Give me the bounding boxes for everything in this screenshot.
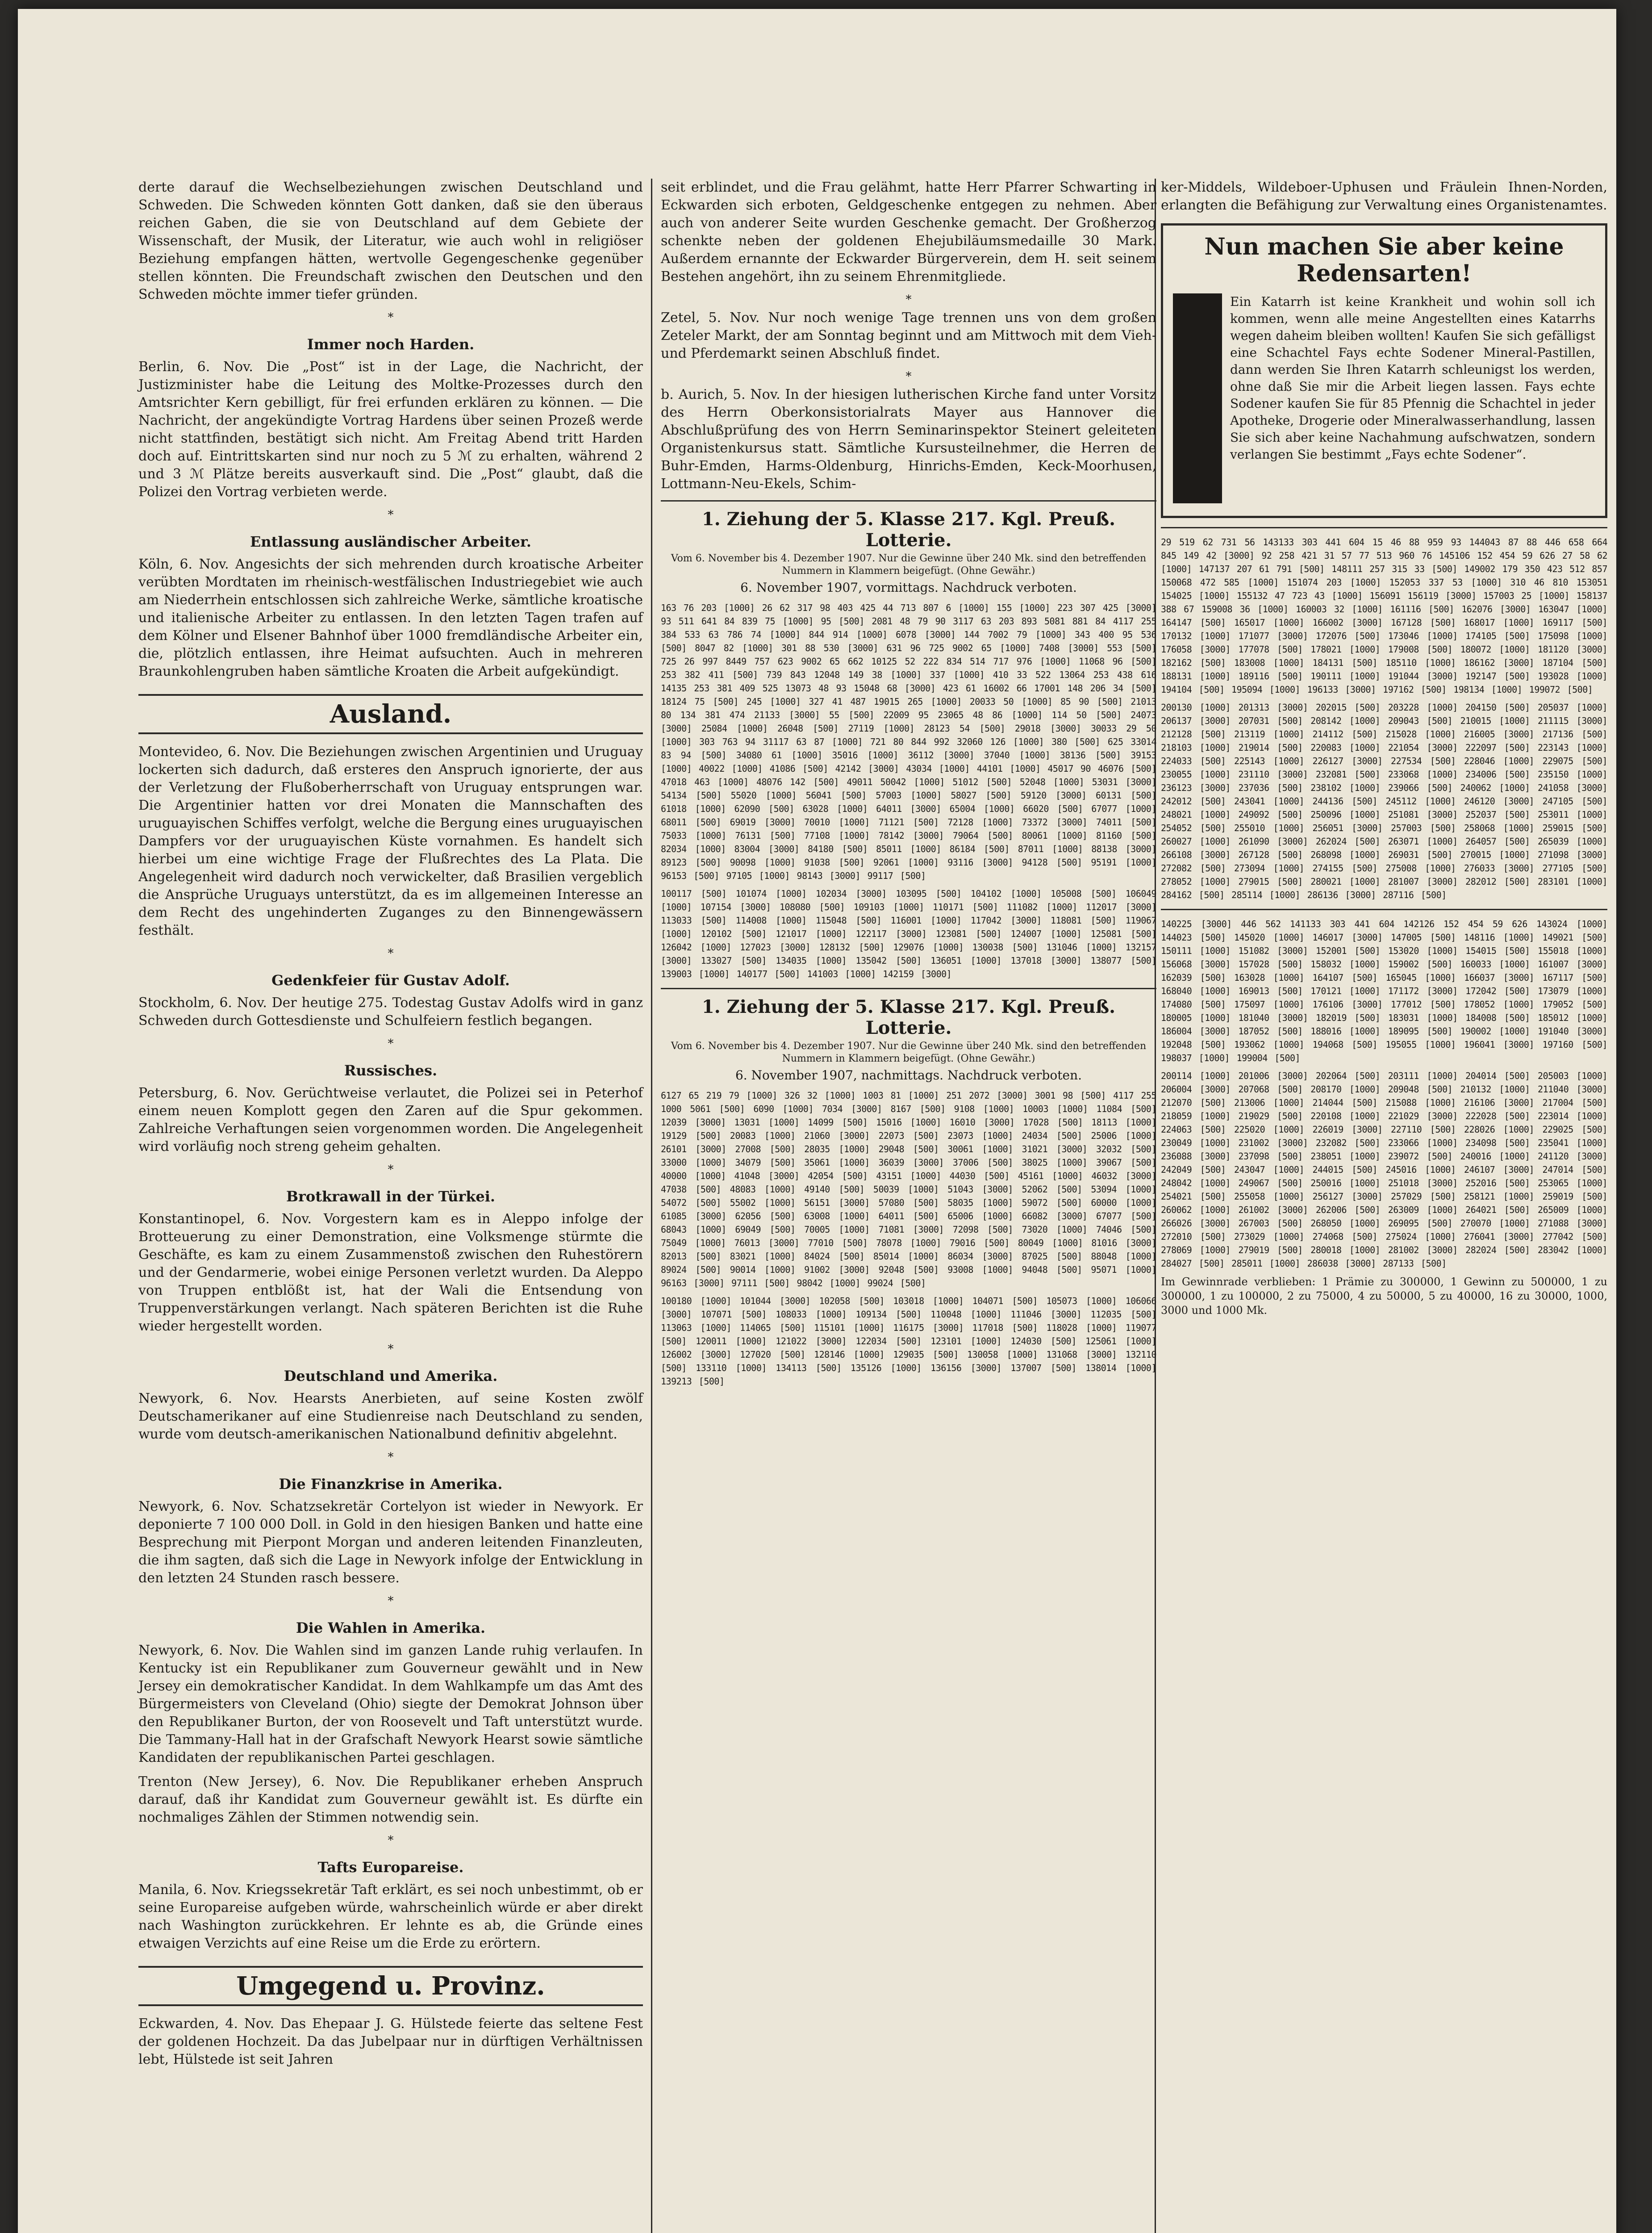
lottery-numbers: 100117 [500] 101074 [1000] 102034 [3000] 103095 [500] 104102 [1000] 105008 [500] 106049 [1000] 107154 [3000] 108080 [500] 109103 [1000] 110171 [500] 111082 [1000] 112017 [3000] 113033 [500] 114008 [1000] 115048 [500] 116001 [1000] 117042 [3000] 118081 [500] 119067 [1000] 120102 [500] 121017 [1000] 122117 [3000] 123081 [500] 124007 [1000] 125081 [500] 126042 [1000] 127023 [3000] 128132 [500] 129076 [1000] 130038 [500] 131046 [1000] 132157 [3000] 133027 [500] 134035 [1000] 135042 [500] 136051 [1000] 137018 [3000] 138077 [500] 139003 [1000] 140177 [500] 141003 [1000] 142159 [3000] xyxy=(661,888,1156,979)
article-text: Trenton (New Jersey), 6. Nov. Die Republikaner erheben Anspruch darauf, daß ihr Kandidat zum Gouverneur gewählt ist. Es dürfte ein nochmaliges Zählen der Stimmen notwendig sein. xyxy=(138,1774,643,1825)
separator-star: * xyxy=(388,1834,394,1847)
lottery-numbers: 163 76 203 [1000] 26 62 317 98 403 425 44 713 807 6 [1000] 155 [1000] 223 307 425 [3000] 93 511 641 84 839 75 [1000] 95 [500] 2081 48 79 90 3117 63 203 893 5081 881 84 4117 255 384 533 63 786 74 [1000] 844 914 [1000] 6078 [3000] 144 7002 79 [1000] 343 400 95 536 [500] 8047 82 [1000] 301 88 530 [3000] 631 96 725 9002 65 [1000] 7408 [3000] 553 [500] 725 26 997 8449 757 623 9002 65 662 10125 52 222 834 514 717 976 [1000] 11068 96 [500] 253 382 411 [500] 739 843 12048 149 38 [1000] 337 [1000] 410 33 522 13064 253 438 616 14135 253 381 409 525 13073 48 93 15048 68 [3000] 423 61 16002 66 17001 148 206 34 [500] 18124 75 [500] 245 [1000] 327 41 487 19015 265 [1000] 20033 50 [1000] 85 90 [500] 21013 80 134 381 474 21133 [3000] 55 [500] 22009 95 23065 48 86 [1000] 114 50 [500] 24073 [3000] 25084 [1000] 26048 [500] 27119 [1000] 28123 54 [500] 29018 [3000] 30033 29 50 [1000] 303 763 94 31117 63 87 [1000] 721 80 844 992 32060 126 [1000] 380 [500] 625 33014 83 94 [500] 34080 61 [1000] 35016 [1000] 36112 [3000] 37040 [1000] 38136 [500] 39153 [1000] 40022 [1000] 41086 [500] 42142 [3000] 43034 [1000] 44101 [1000] 45017 90 46076 [500] 47018 463 [1000] 48076 142 [500] 49011 50042 [1000] 51012 [500] 52048 [1000] 53031 [3000] 54134 [500] 55020 [1000] 56041 [500] 57003 [1000] 58027 [500] 59120 [3000] 60131 [500] 61018 [1000] 62090 [500] 63028 [1000] 64011 [3000] 65004 [1000] 66020 [500] 67077 [1000] 68011 [500] 69019 [3000] 70010 [1000] 71121 [500] 72128 [1000] 73372 [3000] 74011 [500] 75033 [1000] 76131 [500] 77108 [1000] 78142 [3000] 79064 [500] 80061 [1000] 81160 [500] 82034 [1000] 83004 [3000] 84180 [500] 85011 [1000] 86184 [500] 87011 [1000] 88138 [3000] 89123 [500] 90098 [1000] 91038 [500] 92061 [1000] 93116 [3000] 94128 [500] 95191 [1000] 96153 [500] 97105 [1000] 98143 [3000] 99117 [500] xyxy=(661,602,1156,881)
section-heading-umgegend: Umgegend u. Provinz. xyxy=(138,1966,643,2006)
lottery-remaining-note: Im Gewinnrade verblieben: 1 Prämie zu 300000, 1 Gewinn zu 500000, 1 zu 300000, 1 zu 100000, 2 zu 75000, 4 zu 50000, 5 zu 40000, 16 zu 30000, 1000, 3000 und 1000 Mk. xyxy=(1161,1275,1607,1317)
article-heading: Deutschland und Amerika. xyxy=(284,1367,498,1384)
article-text: Berlin, 6. Nov. Die „Post“ ist in der Lage, die Nachricht, der Justizminister habe die Leitung des Moltke-Prozesses durch den Amtsrichter Kern gebilligt, für frei erfunden erklären zu können. — Die Nachricht, der angekündigte Vortrag Hardens über seinen Prozeß werde nicht stattfinden, bestätigt sich nicht. Am Freitag Abend tritt Harden doch auf. Eintrittskarten sind nur noch zu 5 ℳ zu erhalten, während 2 und 3 ℳ Plätze bereits ausverkauft sind. Die „Post“ glaubt, daß die Polizei den Vortrag verbieten werde. xyxy=(138,359,643,500)
article-heading: Tafts Europareise. xyxy=(317,1859,464,1876)
column-rule-1 xyxy=(651,179,652,2233)
section-heading-ausland: Ausland. xyxy=(138,694,643,734)
separator-star: * xyxy=(388,1342,394,1356)
ad-text: Ein Katarrh ist keine Krankheit und wohin soll ich kommen, wenn alle meine Angestellten eines Katarrhs wegen daheim bleiben wollten! Kaufen Sie sich gefälligst eine Schachtel Fays echte Sodener Mineral-Pastillen, dann werden Sie Ihren Katarrh schleunigst los werden, ohne daß Sie mir die Arbeit liegen lassen. Fays echte Sodener kaufen Sie für 85 Pfennig die Schachtel in jeder Apotheke, Drogerie oder Mineralwasserhandlung, lassen Sie sich aber keine Nachahmung aufschwatzen, sondern verlangen Sie bestimmt „Fays echte Sodener“. xyxy=(1230,294,1595,462)
article-heading: Immer noch Harden. xyxy=(307,336,475,353)
column-1 xyxy=(138,179,643,2075)
article-text: Manila, 6. Nov. Kriegssekretär Taft erklärt, es sei noch unbestimmt, ob er seine Europareise aufgeben würde, wahrscheinlich würde er aber direkt nach Washington zurückkehren. Er lehnte es ab, die Gründe eines etwaigen Verzichts auf eine Reise um die Erde zu erörtern. xyxy=(138,1882,643,1951)
separator-star: * xyxy=(388,1594,394,1608)
lottery-subtitle: Vom 6. November bis 4. Dezember 1907. Nur die Gewinne über 240 Mk. sind den betreffenden Nummern in Klammern beigefügt. (Ohne Gewähr.) xyxy=(671,1041,1147,1064)
separator-star: * xyxy=(388,508,394,522)
lottery-numbers: 140225 [3000] 446 562 141133 303 441 604 142126 152 454 59 626 143024 [1000] 144023 [500] 145020 [1000] 146017 [3000] 147005 [500] 148116 [1000] 149021 [500] 150111 [1000] 151082 [3000] 152001 [500] 153020 [1000] 154015 [500] 155018 [1000] 156068 [3000] 157028 [500] 158032 [1000] 159002 [500] 160033 [1000] 161007 [3000] 162039 [500] 163028 [1000] 164107 [500] 165045 [1000] 166037 [3000] 167117 [500] 168040 [1000] 169013 [500] 170121 [1000] 171172 [3000] 172042 [500] 173079 [1000] 174080 [500] 175097 [1000] 176106 [3000] 177012 [500] 178052 [1000] 179052 [500] 180005 [1000] 181040 [3000] 182019 [500] 183031 [1000] 184008 [500] 185012 [1000] 186004 [3000] 187052 [500] 188016 [1000] 189095 [500] 190002 [1000] 191040 [3000] 192048 [500] 193062 [1000] 194068 [500] 195055 [1000] 196041 [3000] 197160 [500] 198037 [1000] 199004 [500] xyxy=(1161,919,1607,1063)
article-text: ker-Middels, Wildeboer-Uphusen und Fräulein Ihnen-Norden, erlangten die Befähigung zur Verwaltung eines Organistenamtes. xyxy=(1161,180,1607,213)
separator-star: * xyxy=(905,293,912,306)
lottery-subtitle: Vom 6. November bis 4. Dezember 1907. Nur die Gewinne über 240 Mk. sind den betreffenden Nummern in Klammern beigefügt. (Ohne Gewähr.) xyxy=(671,553,1147,577)
lottery-title: 1. Ziehung der 5. Klasse 217. Kgl. Preuß. Lotterie. xyxy=(701,509,1116,551)
article-text: Stockholm, 6. Nov. Der heutige 275. Todestag Gustav Adolfs wird in ganz Schweden durch Gottesdienste und Schulfeiern festlich begangen. xyxy=(138,995,643,1029)
separator-star: * xyxy=(388,1163,394,1176)
article-text: Köln, 6. Nov. Angesichts der sich mehrenden durch kroatische Arbeiter verübten Mordtaten im rheinisch-westfälischen Industriegebiet wie auch am Niederrhein entschlossen sich zahlreiche Werke, sämtliche kroatische und italienische Arbeiter zu entlassen. In den letzten Tagen trafen auf dem Kölner und Elsener Bahnhof über 1000 fremdländische Arbeiter ein, die, plötzlich entlassen, ihre Heimat aufsuchten. Auch in mehreren Braunkohlengruben haben sämtliche Kroaten die Arbeit aufgekündigt. xyxy=(138,556,643,679)
divider xyxy=(661,500,1156,502)
divider xyxy=(661,988,1156,989)
newspaper-page xyxy=(18,9,1616,2233)
article-heading: Gedenkfeier für Gustav Adolf. xyxy=(271,972,510,989)
article-heading: Brotkrawall in der Türkei. xyxy=(286,1188,496,1205)
article-text: Montevideo, 6. Nov. Die Beziehungen zwischen Argentinien und Uruguay lockerten sich dadurch, daß ersteres den Anspruch ignorierte, der aus der Verletzung der Flußoberherrschaft von Uruguay entsprungen war. Die Argentinier hatten vor drei Monaten die Mannschaften des uruguayischen Schiffes verfolgt, welche die Bergung eines uruguayischen Dampfers vor der uruguayischen Küste vornahmen. Es handelt sich hierbei um eine wichtige Frage der Flußrechtes des La Plata. Die Angelegenheit wird dadurch noch verwickelter, daß Brasilien vergeblich die Ansprüche Uruguays unterstützt, da es im allgemeinen Interesse an dem Recht des ungehinderten Zuganges zu den Binnengewässern festhält. xyxy=(138,744,643,938)
article-heading: Die Wahlen in Amerika. xyxy=(296,1619,486,1636)
advertisement xyxy=(1161,223,1607,518)
article-heading: Entlassung ausländischer Arbeiter. xyxy=(250,533,531,550)
lottery-numbers: 6127 65 219 79 [1000] 326 32 [1000] 1003 81 [1000] 251 2072 [3000] 3001 98 [500] 4117 255 1000 5061 [500] 6090 [1000] 7034 [3000] 8167 [500] 9108 [1000] 10003 [1000] 11084 [500] 12039 [3000] 13031 [1000] 14099 [500] 15016 [1000] 16010 [3000] 17028 [500] 18113 [1000] 19129 [500] 20083 [1000] 21060 [3000] 22073 [500] 23073 [1000] 24034 [500] 25006 [1000] 26101 [3000] 27008 [500] 28035 [1000] 29048 [500] 30061 [1000] 31021 [3000] 32032 [500] 33000 [1000] 34079 [500] 35061 [1000] 36039 [3000] 37006 [500] 38025 [1000] 39067 [500] 40000 [1000] 41048 [3000] 42054 [500] 43151 [1000] 44030 [500] 45161 [1000] 46032 [3000] 47038 [500] 48083 [1000] 49140 [500] 50039 [1000] 51043 [3000] 52062 [500] 53094 [1000] 54072 [500] 55002 [1000] 56151 [3000] 57080 [500] 58035 [1000] 59072 [500] 60000 [1000] 61085 [3000] 62056 [500] 63008 [1000] 64011 [500] 65006 [1000] 66082 [3000] 67077 [500] 68043 [1000] 69049 [500] 70005 [1000] 71081 [3000] 72098 [500] 73020 [1000] 74046 [500] 75049 [1000] 76013 [3000] 77010 [500] 78078 [1000] 79016 [500] 80049 [1000] 81016 [3000] 82013 [500] 83021 [1000] 84024 [500] 85014 [1000] 86034 [3000] 87025 [500] 88048 [1000] 89024 [500] 90014 [1000] 91002 [3000] 92048 [500] 93008 [1000] 94048 [500] 95071 [1000] 96163 [3000] 97111 [500] 98042 [1000] 99024 [500] xyxy=(661,1090,1156,1288)
ad-headline: Nun machen Sie aber keine Redensarten! xyxy=(1204,233,1564,287)
lottery-date: 6. November 1907, nachmittags. Nachdruck verboten. xyxy=(735,1068,1082,1083)
lottery-numbers: 200130 [1000] 201313 [3000] 202015 [500] 203228 [1000] 204150 [500] 205037 [1000] 206137 [3000] 207031 [500] 208142 [1000] 209043 [500] 210015 [1000] 211115 [3000] 212128 [500] 213119 [1000] 214112 [500] 215028 [1000] 216005 [3000] 217136 [500] 218103 [1000] 219014 [500] 220083 [1000] 221054 [3000] 222097 [500] 223143 [1000] 224033 [500] 225143 [1000] 226127 [3000] 227534 [500] 228046 [1000] 229075 [500] 230055 [1000] 231110 [3000] 232081 [500] 233068 [1000] 234006 [500] 235150 [1000] 236123 [3000] 237036 [500] 238102 [1000] 239066 [500] 240062 [1000] 241058 [3000] 242012 [500] 243041 [1000] 244136 [500] 245112 [1000] 246120 [3000] 247105 [500] 248021 [1000] 249092 [500] 250096 [1000] 251081 [3000] 252037 [500] 253011 [1000] 254052 [500] 255010 [1000] 256051 [3000] 257003 [500] 258068 [1000] 259015 [500] 260027 [1000] 261090 [3000] 262024 [500] 263071 [1000] 264057 [500] 265039 [1000] 266108 [3000] 267128 [500] 268098 [1000] 269031 [500] 270015 [1000] 271098 [3000] 272082 [500] 273094 [1000] 274155 [500] 275008 [1000] 276033 [3000] 277105 [500] 278052 [1000] 279015 [500] 280021 [1000] 281007 [3000] 282012 [500] 283101 [1000] 284162 [500] 285114 [1000] 286136 [3000] 287116 [500] xyxy=(1161,702,1607,900)
article-text: Newyork, 6. Nov. Die Wahlen sind im ganzen Lande ruhig verlaufen. In Kentucky ist ein Republikaner zum Gouverneur gewählt und in New Jersey ein demokratischer Kandidat. In dem Wahlkampfe um das Amt des Bürgermeisters von Cleveland (Ohio) siegte der Demokrat Johnson über den Republikaner Burton, der von Roosevelt und Taft unterstützt wurde. Die Tammany-Hall hat in der Grafschaft Newyork Hearst sowie sämtliche Kandidaten der republikanischen Partei geschlagen. xyxy=(138,1643,643,1765)
article-text: b. Aurich, 5. Nov. In der hiesigen lutherischen Kirche fand unter Vorsitz des Herrn Oberkonsistorialrats Mayer aus Hannover die Abschlußprüfung des von Herrn Seminarinspektor Steinert geleiteten Organistenkursus statt. Sämtliche Kursusteilnehmer, die Herren de Buhr-Emden, Harms-Oldenburg, Hinrichs-Emden, Keck-Moorhusen, Lottmann-Neu-Ekels, Schim- xyxy=(661,387,1156,492)
column-2 xyxy=(661,179,1156,1392)
lottery-date: 6. November 1907, vormittags. Nachdruck verboten. xyxy=(740,580,1077,595)
article-text: Petersburg, 6. Nov. Gerüchtweise verlautet, die Polizei sei in Peterhof einem neuen Komplott gegen den Zaren auf die Spur gekommen. Zahlreiche Verhaftungen seien vorgenommen worden. Die Angelegenheit wird vorläufig noch streng geheim gehalten. xyxy=(138,1085,643,1154)
article-text: Eckwarden, 4. Nov. Das Ehepaar J. G. Hülstede feierte das seltene Fest der goldenen Hochzeit. Da das Jubelpaar nur in dürftigen Verhältnissen lebt, Hülstede ist seit Jahren xyxy=(138,2016,643,2067)
article-text: Newyork, 6. Nov. Hearsts Anerbieten, auf seine Kosten zwölf Deutschamerikaner auf eine Studienreise nach Deutschland zu senden, wurde vom deutsch-amerikanischen Nationalbund definitiv abgelehnt. xyxy=(138,1391,643,1442)
separator-star: * xyxy=(905,370,912,383)
divider xyxy=(1161,909,1607,910)
separator-star: * xyxy=(388,1451,394,1464)
article-text: Zetel, 5. Nov. Nur noch wenige Tage trennen uns von dem großen Zeteler Markt, der am Sonntag beginnt und am Mittwoch mit dem Vieh- und Pferdemarkt seinen Abschluß findet. xyxy=(661,310,1156,361)
article-heading: Die Finanzkrise in Amerika. xyxy=(279,1476,503,1493)
separator-star: * xyxy=(388,311,394,324)
article-text: seit erblindet, und die Frau gelähmt, hatte Herr Pfarrer Schwarting in Eckwarden sich erboten, Geldgeschenke entgegen zu nehmen. Aber auch von anderer Seite wurden Geschenke gemacht. Der Großherzog schenkte neben der goldenen Ehejubiläumsmedaille 30 Mark. Außerdem ernannte der Eckwarder Bürgerverein, dem H. seit seinem Bestehen angehört, ihn zu seinem Ehrenmitgliede. xyxy=(661,180,1156,284)
separator-star: * xyxy=(388,947,394,960)
article-heading: Russisches. xyxy=(344,1062,438,1079)
ad-illustration xyxy=(1173,293,1222,503)
lottery-numbers: 100180 [1000] 101044 [3000] 102058 [500] 103018 [1000] 104071 [500] 105073 [1000] 106066 [3000] 107071 [500] 108033 [1000] 109134 [500] 110048 [1000] 111046 [3000] 112035 [500] 113063 [1000] 114065 [500] 115101 [1000] 116175 [3000] 117018 [500] 118028 [1000] 119077 [500] 120011 [1000] 121022 [3000] 122034 [500] 123101 [1000] 124030 [500] 125061 [1000] 126002 [3000] 127020 [500] 128146 [1000] 129035 [500] 130058 [1000] 131068 [3000] 132110 [500] 133110 [1000] 134113 [500] 135126 [1000] 136156 [3000] 137007 [500] 138014 [1000] 139213 [500] xyxy=(661,1296,1156,1387)
article-text: derte darauf die Wechselbeziehungen zwischen Deutschland und Schweden. Die Schweden könnten Gott danken, daß sie den überaus reichen Gaben, die sie von Deutschland auf dem Gebiete der Wissenschaft, der Musik, der Literatur, wie auch wohl in religiöser Beziehung empfangen hätten, wertvolle Gegengeschenke gegenüber stellen könnten. Die Freundschaft zwischen den Deutschen und den Schweden möchte immer tiefer gründen. xyxy=(138,180,643,302)
separator-star: * xyxy=(388,1037,394,1050)
column-3 xyxy=(1161,179,1607,1317)
lottery-numbers: 29 519 62 731 56 143133 303 441 604 15 46 88 959 93 144043 87 88 446 658 664 845 149 42 [3000] 92 258 421 31 57 77 513 960 76 145106 152 454 59 626 27 58 62 [1000] 147137 207 61 791 [500] 148111 257 315 33 [500] 149002 179 350 423 512 857 150068 472 585 [1000] 151074 203 [1000] 152053 337 53 [1000] 310 46 810 153051 154025 [1000] 155132 47 723 43 [1000] 156091 156119 [3000] 157003 25 [1000] 158137 388 67 159008 36 [1000] 160003 32 [1000] 161116 [500] 162076 [3000] 163047 [1000] 164147 [500] 165017 [1000] 166002 [3000] 167128 [500] 168017 [1000] 169117 [500] 170132 [1000] 171077 [3000] 172076 [500] 173046 [1000] 174105 [500] 175098 [1000] 176058 [3000] 177078 [500] 178021 [1000] 179008 [500] 180072 [1000] 181120 [3000] 182162 [500] 183008 [1000] 184131 [500] 185110 [1000] 186162 [3000] 187104 [500] 188131 [1000] 189116 [500] 190111 [1000] 191044 [3000] 192147 [500] 193028 [1000] 194104 [500] 195094 [1000] 196133 [3000] 197162 [500] 198134 [1000] 199072 [500] xyxy=(1161,537,1607,695)
article-text: Konstantinopel, 6. Nov. Vorgestern kam es in Aleppo infolge der Brotteuerung zu einer Demonstration, eine Volksmenge stürmte die Geschäfte, es kam zu einem Zusammenstoß zwischen den Ruhestörern und der Gendarmerie, wobei einige Personen verletzt wurden. Da Aleppo von Truppen entblößt ist, hat der Wali die Entsendung von Truppenverstärkungen verlangt. Nach späteren Berichten ist die Ruhe wieder hergestellt worden. xyxy=(138,1211,643,1334)
divider xyxy=(1161,527,1607,528)
lottery-title: 1. Ziehung der 5. Klasse 217. Kgl. Preuß. Lotterie. xyxy=(701,996,1116,1038)
lottery-numbers: 200114 [1000] 201006 [3000] 202064 [500] 203111 [1000] 204014 [500] 205003 [1000] 206004 [3000] 207068 [500] 208170 [1000] 209048 [500] 210132 [1000] 211040 [3000] 212070 [500] 213006 [1000] 214044 [500] 215088 [1000] 216106 [3000] 217004 [500] 218059 [1000] 219029 [500] 220108 [1000] 221029 [3000] 222028 [500] 223014 [1000] 224063 [500] 225020 [1000] 226019 [3000] 227110 [500] 228026 [1000] 229025 [500] 230049 [1000] 231002 [3000] 232082 [500] 233066 [1000] 234098 [500] 235041 [1000] 236088 [3000] 237098 [500] 238051 [1000] 239072 [500] 240016 [1000] 241120 [3000] 242049 [500] 243047 [1000] 244015 [500] 245016 [1000] 246107 [3000] 247014 [500] 248042 [1000] 249067 [500] 250016 [1000] 251018 [3000] 252016 [500] 253065 [1000] 254021 [500] 255058 [1000] 256127 [3000] 257029 [500] 258121 [1000] 259019 [500] 260062 [1000] 261002 [3000] 262006 [500] 263009 [1000] 264021 [500] 265009 [1000] 266026 [3000] 267003 [500] 268050 [1000] 269095 [500] 270070 [1000] 271088 [3000] 272010 [500] 273029 [1000] 274068 [500] 275024 [1000] 276041 [3000] 277042 [500] 278069 [1000] 279019 [500] 280018 [1000] 281002 [3000] 282024 [500] 283042 [1000] 284027 [500] 285011 [1000] 286038 [3000] 287133 [500] xyxy=(1161,1071,1607,1269)
article-text: Newyork, 6. Nov. Schatzsekretär Cortelyon ist wieder in Newyork. Er deponierte 7 100 000 Doll. in Gold in den hiesigen Banken und hatte eine Besprechung mit Pierpont Morgan und anderen leitenden Finanzleuten, die ihm sagten, daß sich die Lage in Newyork infolge der Entwicklung in den letzten 24 Stunden rasch bessere. xyxy=(138,1499,643,1586)
